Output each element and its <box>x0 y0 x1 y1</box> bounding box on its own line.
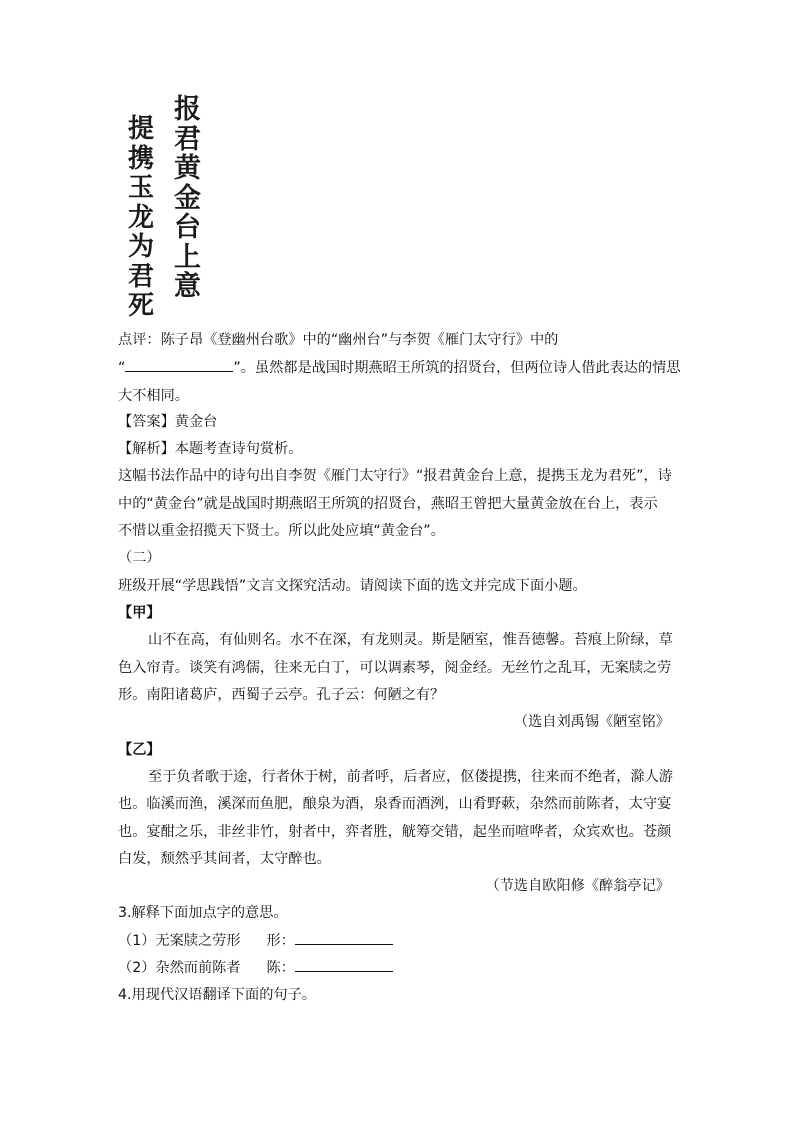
question-3-item-1-char: 形： <box>266 933 295 949</box>
question-3-item-2 <box>118 958 678 978</box>
calligraphy-char: 君 <box>128 261 155 292</box>
comment-line-1: 点评：陈子昂《登幽州台歌》中的“幽州台”与李贺《雁门太守行》中的 <box>118 332 559 348</box>
calligraphy-char: 台 <box>174 212 201 243</box>
calligraphy-char: 龙 <box>128 202 155 233</box>
question-3-item-2-char: 陈： <box>266 960 295 976</box>
passage-a-source: （选自刘禹锡《陋室铭》 <box>513 714 670 730</box>
calligraphy-char: 金 <box>174 182 201 214</box>
calligraphy-char: 为 <box>128 232 155 262</box>
passage-b-line-1: 至于负者歌于途，行者休于树，前者呼，后者应，伛偻提携，往来而不绝者，滁人游 <box>148 769 673 785</box>
calligraphy-left-column <box>128 116 154 323</box>
passage-b-line-3: 也。宴酣之乐，非丝非竹，射者中，弈者胜，觥筹交错，起坐而喧哗者，众宾欢也。苍颜 <box>118 824 672 840</box>
question-4-title: 4.用现代汉语翻译下面的句子。 <box>118 987 316 1003</box>
comment-line-2 <box>118 358 681 378</box>
calligraphy-char: 死 <box>128 291 155 321</box>
calligraphy-char: 携 <box>128 143 155 174</box>
section-intro: 班级开展“学思践悟”文言文探究活动。请阅读下面的选文并完成下面小题。 <box>118 578 587 594</box>
question-3-title: 3.解释下面加点字的意思。 <box>118 905 288 921</box>
analysis-line-3: 不惜以重金招揽天下贤士。所以此处应填“黄金台”。 <box>118 523 445 539</box>
calligraphy-char: 意 <box>174 271 201 302</box>
passage-b-source: （节选自欧阳修《醉翁亭记》 <box>485 878 670 894</box>
calligraphy-char: 玉 <box>128 173 155 203</box>
passage-b-line-2: 也。临溪而渔，溪深而鱼肥，酿泉为酒，泉香而酒洌，山肴野蔌，杂然而前陈者，太守宴 <box>118 796 672 812</box>
analysis-text: 本题考查诗句赏析。 <box>174 441 303 457</box>
answer-text: 黄金台 <box>174 414 218 430</box>
question-3-item-1 <box>118 931 678 951</box>
open-quote: “ <box>118 360 126 376</box>
comment-line-2-text: ”。虽然都是战国时期燕昭王所筑的招贤台，但两位诗人借此表达的情思 <box>233 360 681 376</box>
calligraphy-artwork <box>118 92 218 322</box>
calligraphy-char: 黄 <box>174 153 201 184</box>
fill-blank[interactable] <box>125 359 233 372</box>
question-3-item-2-text: （2）杂然而前陈者 <box>118 960 241 976</box>
passage-a-line-3: 形。南阳诸葛庐，西蜀子云亭。孔子云：何陋之有？ <box>118 687 445 703</box>
answer-blank-1[interactable] <box>295 932 393 945</box>
answer-tag: 【答案】 <box>118 414 175 430</box>
passage-a-tag: 【甲】 <box>118 605 161 621</box>
passage-b-line-4: 白发，颓然乎其间者，太守醉也。 <box>118 851 331 867</box>
answer-line <box>118 412 678 432</box>
passage-a-line-2: 色入帘青。谈笑有鸿儒，往来无白丁，可以调素琴，阅金经。无丝竹之乱耳，无案牍之劳 <box>118 660 672 676</box>
calligraphy-char: 提 <box>128 114 155 144</box>
answer-blank-2[interactable] <box>295 959 393 972</box>
calligraphy-char: 报 <box>174 94 201 125</box>
analysis-line-1: 这幅书法作品中的诗句出自李贺《雁门太守行》“报君黄金台上意，提携玉龙为君死”，诗 <box>118 468 672 484</box>
question-3-item-1-text: （1）无案牍之劳形 <box>118 933 241 949</box>
analysis-tag: 【解析】 <box>118 441 175 457</box>
analysis-line-2: 中的“黄金台”就是战国时期燕昭王所筑的招贤台，燕昭王曾把大量黄金放在台上，表示 <box>118 496 658 512</box>
passage-a-line-1: 山不在高，有仙则名。水不在深，有龙则灵。斯是陋室，惟吾德馨。苔痕上阶绿，草 <box>148 632 673 648</box>
analysis-header <box>118 439 678 459</box>
section-label: （二） <box>118 550 161 566</box>
comment-line-3: 大不相同。 <box>118 388 189 404</box>
calligraphy-char: 君 <box>174 123 201 155</box>
calligraphy-char: 上 <box>174 241 201 273</box>
calligraphy-right-column <box>174 96 201 303</box>
passage-b-tag: 【乙】 <box>118 742 161 758</box>
